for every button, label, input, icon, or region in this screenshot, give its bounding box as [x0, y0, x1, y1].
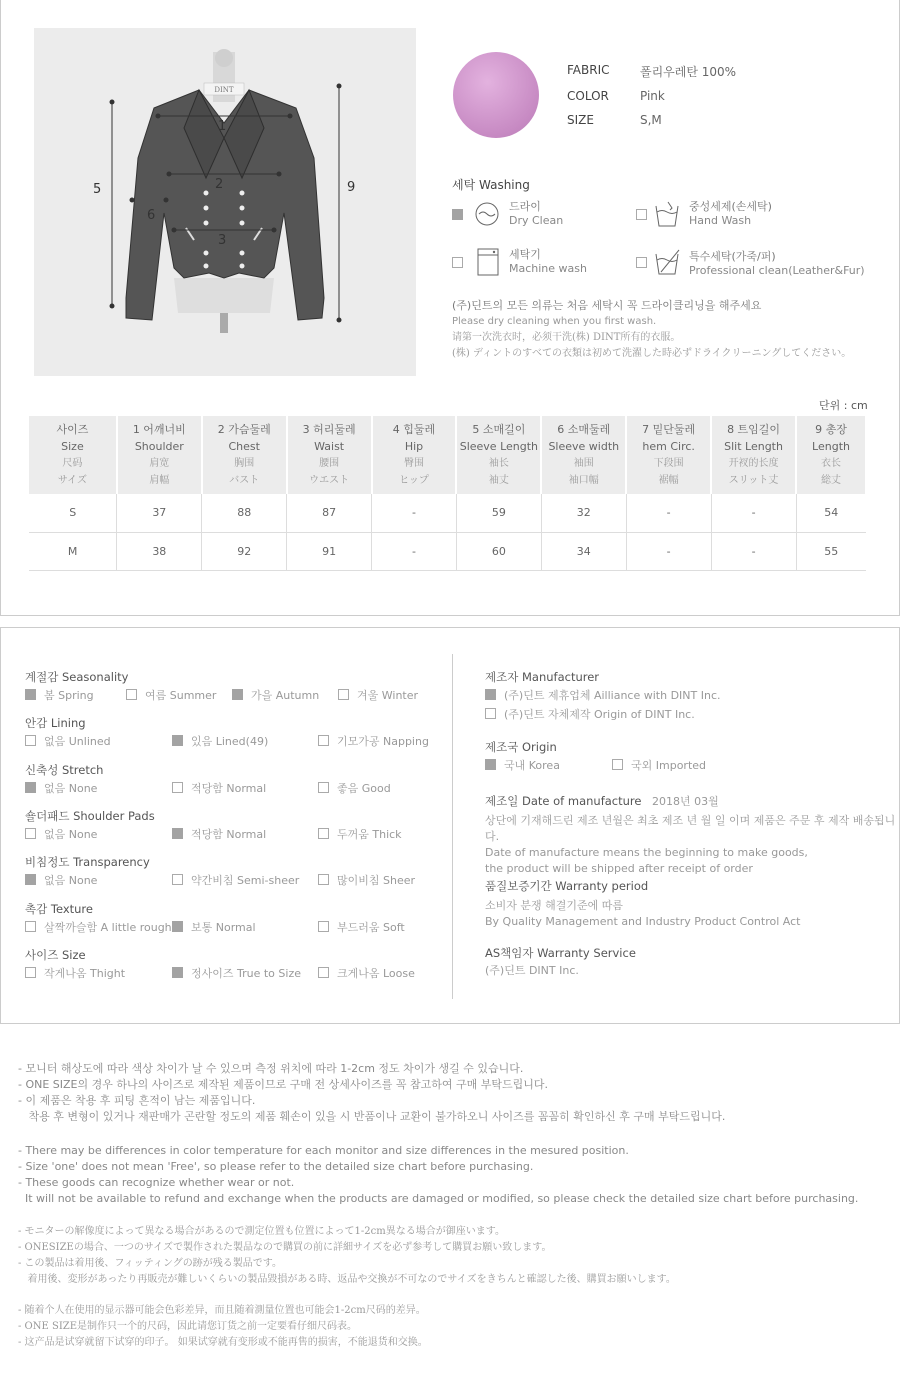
footer-notes-jp: - モニターの解像度によって異なる場合があるので測定位置も位置によって1-2cm異なる場合が御座います。 - ONESIZEの場合、一つのサイズで製作された製品なので購買の前に詳細サイズを必ず参考して購買お願い致します。 - この製品は着用後、フィッティングの跡が残る製品です。 着用後、変形があったり再販売が難しいくらいの製品毀損がある時、返品や交換が不可なのでサイズをきちんと確認した後、購買お願いします。	[18, 1226, 676, 1285]
attribute-option[interactable]: 없음 None	[25, 826, 97, 842]
attribute-option[interactable]: 두꺼움 Thick	[318, 826, 402, 842]
attribute-option[interactable]: 살짝까슬함 A little rough	[25, 919, 172, 935]
checkbox[interactable]	[25, 689, 36, 700]
checkbox[interactable]	[172, 921, 183, 932]
origin-option[interactable]: 국내 Korea	[485, 757, 560, 773]
size-table-cell: -	[626, 494, 711, 532]
attribute-option[interactable]: 많이비침 Sheer	[318, 872, 415, 888]
color-value: Pink	[640, 89, 665, 103]
size-table-header: 3 허리둘레 Waist 腰围 ウエスト	[287, 416, 372, 494]
hand-wash-icon	[653, 200, 681, 228]
size-unit: 단위 : cm	[819, 399, 868, 412]
attribute-option[interactable]: 크게나옴 Loose	[318, 965, 415, 981]
size-table-header: 2 가슴둘레 Chest 胸围 バスト	[202, 416, 287, 494]
attribute-option[interactable]: 부드러움 Soft	[318, 919, 405, 935]
warranty-notes: 소비자 분쟁 해결기준에 따름 By Quality Management and Industry Product Control Act	[485, 899, 801, 928]
checkbox[interactable]	[172, 828, 183, 839]
size-table-cell: -	[372, 494, 457, 532]
size-table-cell: 91	[287, 532, 372, 570]
attribute-option[interactable]: 좋음 Good	[318, 780, 391, 796]
attribute-title: 촉감 Texture	[25, 901, 93, 916]
size-table-header: 1 어깨너비 Shoulder 肩宽 肩幅	[117, 416, 202, 494]
manufacturer-option[interactable]: (주)딘트 제휴업체 Ailliance with DINT Inc.	[485, 687, 721, 703]
size-table-cell: 87	[287, 494, 372, 532]
checkbox[interactable]	[318, 921, 329, 932]
size-table-cell: 38	[117, 532, 202, 570]
checkbox[interactable]	[318, 735, 329, 746]
size-table	[29, 416, 867, 571]
checkbox[interactable]	[318, 874, 329, 885]
checkbox[interactable]	[25, 828, 36, 839]
size-table-cell: -	[711, 532, 796, 570]
product-attributes-panel	[0, 627, 900, 1024]
machine-wash-icon	[476, 247, 500, 277]
size-table-cell: 32	[541, 494, 626, 532]
attribute-title: 계절감 Seasonality	[25, 670, 129, 684]
manufacturer-option[interactable]: (주)딘트 자체제작 Origin of DINT Inc.	[485, 706, 695, 722]
size-table-cell: 34	[541, 532, 626, 570]
size-table-header: 4 힙둘레 Hip 臀围 ヒップ	[372, 416, 457, 494]
attribute-option[interactable]: 있음 Lined(49)	[172, 733, 268, 749]
measure-label-3: 3	[218, 233, 227, 248]
product-info-panel	[0, 0, 900, 616]
checkbox[interactable]	[172, 874, 183, 885]
checkbox[interactable]	[172, 735, 183, 746]
color-label: COLOR	[567, 89, 609, 103]
size-table-header: 7 밑단둘레 hem Circ. 下段围 裾幅	[626, 416, 711, 494]
date-title: 제조일 Date of manufacture	[485, 794, 642, 808]
attribute-option[interactable]: 여름 Summer	[126, 687, 216, 703]
checkbox[interactable]	[318, 967, 329, 978]
size-table-cell: 92	[202, 532, 287, 570]
jacket-on-mannequin-image	[34, 28, 416, 376]
checkbox[interactable]	[172, 782, 183, 793]
professional-clean-icon	[653, 248, 681, 276]
product-photo	[34, 28, 416, 376]
dry-clean-checkbox[interactable]	[452, 209, 463, 220]
origin-title: 제조국 Origin	[485, 740, 557, 754]
attribute-option[interactable]: 작게나옴 Thight	[25, 965, 125, 981]
size-table-header: 8 트임길이 Slit Length 开衩的长度 スリット丈	[711, 416, 796, 494]
attribute-option[interactable]: 봄 Spring	[25, 687, 94, 703]
attribute-title: 숄더패드 Shoulder Pads	[25, 808, 155, 823]
size-table-header: 5 소매길이 Sleeve Length 袖长 袖丈	[456, 416, 541, 494]
measure-label-5: 5	[93, 182, 102, 197]
table-row	[29, 494, 866, 532]
size-table-header: 6 소매둘레 Sleeve width 袖围 袖口幅	[541, 416, 626, 494]
footer-notes-ko: - 모니터 해상도에 따라 색상 차이가 날 수 있으며 측정 위치에 따라 1-2cm 정도 차이가 생길 수 있습니다. - ONE SIZE의 경우 하나의 사이즈로 제작된 제품이므로 구매 전 상세사이즈를 꼭 참고하여 구매 부탁드립니다. - 이 제품은 착용 후 피팅 흔적이 남는 제품입니다. 착용 후 변형이 있거나 재판매가 곤란할 정도의 제품 훼손이 있을 시 반품이나 교환이 불가하오니 사이즈를 꼼꼼히 확인하신 후 구매 부탁드립니다.	[18, 1062, 726, 1123]
size-table-cell: M	[29, 532, 117, 570]
attribute-title: 신축성 Stretch	[25, 762, 104, 777]
measure-label-1: 1	[218, 119, 227, 134]
size-table-cell: -	[711, 494, 796, 532]
fabric-value: 폴리우레탄 100%	[640, 65, 737, 79]
attribute-title: 비침정도 Transparency	[25, 855, 150, 870]
attribute-option[interactable]: 적당함 Normal	[172, 780, 266, 796]
checkbox[interactable]	[318, 828, 329, 839]
origin-option[interactable]: 국외 Imported	[612, 757, 706, 773]
attribute-option[interactable]: 정사이즈 True to Size	[172, 965, 301, 981]
attribute-title: 안감 Lining	[25, 716, 86, 731]
brand-tag: DINT	[214, 86, 234, 94]
size-table-cell: 54	[796, 494, 866, 532]
checkbox[interactable]	[25, 921, 36, 932]
measure-label-2: 2	[215, 177, 224, 192]
as-value: (주)딘트 DINT Inc.	[485, 964, 579, 977]
table-row	[29, 532, 866, 570]
divider	[452, 654, 453, 999]
checkbox[interactable]	[25, 735, 36, 746]
dry-clean-icon	[474, 201, 500, 227]
attribute-option[interactable]: 없음 None	[25, 872, 97, 888]
checkbox[interactable]	[25, 874, 36, 885]
size-table-cell: 59	[456, 494, 541, 532]
size-table-header: 사이즈 Size 尺码 サイズ	[29, 416, 117, 494]
size-table-cell: 60	[456, 532, 541, 570]
attribute-option[interactable]: 보통 Normal	[172, 919, 256, 935]
date-value: 2018년 03월	[652, 795, 719, 808]
footer-notes-zh: - 随着个人在使用的显示器可能会色彩差异，而且随着測量位置也可能会1-2cm尺码的差异。 - ONE SIZE是制作只一个的尺码，因此请您订货之前一定要看仔细尺码表。 - 这产品是试穿就留下试穿的印子。 如果试穿就有变形或不能再售的损害，不能退货和交换。	[18, 1305, 428, 1348]
size-table-header: 9 총장 Length 衣长 総丈	[796, 416, 866, 494]
fabric-label: FABRIC	[567, 63, 610, 77]
checkbox[interactable]	[318, 782, 329, 793]
measure-label-9: 9	[347, 180, 356, 195]
size-table-cell: -	[626, 532, 711, 570]
attribute-option[interactable]: 없음 None	[25, 780, 97, 796]
measure-label-6: 6	[147, 208, 156, 223]
hand-wash-checkbox[interactable]	[636, 209, 647, 220]
checkbox[interactable]	[232, 689, 243, 700]
date-notes: 상단에 기재해드린 제조 년월은 최초 제조 년 월 일 이며 제품은 주문 후 제작 배송됩니다. Date of manufacture means the beginning to make goods, the product will be shipped after receipt of order	[485, 814, 896, 875]
machine-wash-label: 세탁기 Machine wash	[509, 248, 587, 275]
fabric-swatch	[453, 52, 539, 138]
size-table-cell: S	[29, 494, 117, 532]
size-value: S,M	[640, 113, 662, 127]
hand-wash-label: 중성세제(손세탁) Hand Wash	[689, 200, 772, 227]
checkbox[interactable]	[126, 689, 137, 700]
footer-notes-en: - There may be differences in color temperature for each monitor and size differences in the mesured position. - Size 'one' does not mean 'Free', so please refer to the detailed size chart before purchasing. - These goods can recognize whether wear or not. It will not be available to refund and exchange when the products are damaged or modified, so please check the detailed size chart before purchasing.	[18, 1144, 859, 1205]
attribute-option[interactable]: 기모가공 Napping	[318, 733, 429, 749]
size-table-cell: -	[372, 532, 457, 570]
attribute-option[interactable]: 겨울 Winter	[338, 687, 418, 703]
checkbox[interactable]	[25, 967, 36, 978]
attribute-option[interactable]: 가을 Autumn	[232, 687, 319, 703]
attribute-title: 사이즈 Size	[25, 947, 86, 962]
professional-clean-checkbox[interactable]	[636, 257, 647, 268]
as-title: AS책임자 Warranty Service	[485, 946, 636, 960]
washing-title: 세탁 Washing	[452, 178, 530, 192]
machine-wash-checkbox[interactable]	[452, 257, 463, 268]
size-table-cell: 88	[202, 494, 287, 532]
size-table-cell: 37	[117, 494, 202, 532]
warranty-title: 품질보증기간 Warranty period	[485, 879, 649, 893]
attribute-option[interactable]: 없음 Unlined	[25, 733, 111, 749]
checkbox[interactable]	[338, 689, 349, 700]
checkbox[interactable]	[172, 967, 183, 978]
washing-notes: (주)딘트의 모든 의류는 처음 세탁시 꼭 드라이클리닝을 해주세요 Please dry cleaning when you first wash. 请第一次洗衣时，必须干洗(株) DINT所有的衣服。 (株) ディントのすべての衣類は初めて洗濯した時必ずドライクリーニングしてください。	[452, 299, 852, 359]
professional-clean-label: 특수세탁(가죽/퍼) Professional clean(Leather&Fur)	[689, 250, 865, 277]
size-label: SIZE	[567, 113, 594, 127]
size-table-cell: 55	[796, 532, 866, 570]
checkbox[interactable]	[25, 782, 36, 793]
manufacturer-title: 제조자 Manufacturer	[485, 670, 600, 684]
attribute-option[interactable]: 적당함 Normal	[172, 826, 266, 842]
attribute-option[interactable]: 약간비침 Semi-sheer	[172, 872, 299, 888]
dry-clean-label: 드라이 Dry Clean	[509, 200, 564, 227]
